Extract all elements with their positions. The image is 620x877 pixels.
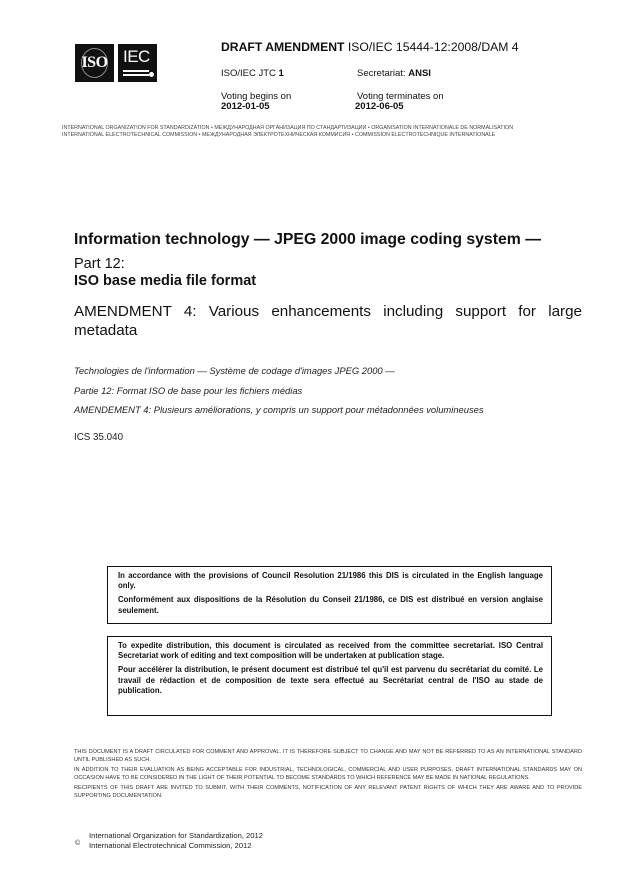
notice-english: In accordance with the provisions of Council Resolution 21/1986 this DIS is circulated in the English language only. xyxy=(118,571,543,591)
notice-french: Conformément aux dispositions de la Résolution du Conseil 21/1986, ce DIS est distribué en version anglaise seulement. xyxy=(118,595,543,615)
part-title: ISO base media file format xyxy=(74,273,257,289)
iec-logo-dot xyxy=(149,72,154,77)
disclaimer-paragraph: THIS DOCUMENT IS A DRAFT CIRCULATED FOR COMMENT AND APPROVAL. IT IS THEREFORE SUBJECT TO CHANGE AND MAY NOT BE REFERRED TO AS AN INTERNATIONAL STANDARD UNTIL PUBLISHED AS SUCH. xyxy=(74,749,582,763)
org-line-1: INTERNATIONAL ORGANIZATION FOR STANDARDIZATION • МЕЖДУНАРОДНАЯ ОРГАНИЗАЦИЯ ПО СТАНДАРТИЗАЦИИ • ORGANISATION INTERNATIONALE DE NORMALISATION xyxy=(62,125,514,131)
disclaimer-paragraph: IN ADDITION TO THEIR EVALUATION AS BEING ACCEPTABLE FOR INDUSTRIAL, TECHNOLOGICAL, COMMERCIAL AND USER PURPOSES, DRAFT INTERNATIONAL STANDARDS MAY ON OCCASION HAVE TO BE CONSIDERED IN THE LIGHT OF THEIR POTENTIAL TO BECOME STANDARDS TO WHICH REFERENCE MAY BE MADE IN NATIONAL REGULATIONS. xyxy=(74,767,582,781)
org-line-2: INTERNATIONAL ELECTROTECHNICAL COMMISSION • МЕЖДУНАРОДНАЯ ЭЛЕКТРОТЕХНИЧЕСКАЯ КОММИСИЯ • COMMISSION ÉLECTROTECHNIQUE INTERNATIONALE xyxy=(62,132,496,138)
distribution-notice-box xyxy=(107,636,552,716)
committee-number: 1 xyxy=(278,68,284,79)
amendment-title: AMENDMENT 4: Various enhancements including support for large metadata xyxy=(74,303,582,339)
voting-ends-date: 2012-06-05 xyxy=(355,101,404,112)
document-number: ISO/IEC 15444-12:2008/DAM 4 xyxy=(347,40,519,54)
french-title-line-1: Technologies de l'information — Système de codage d'images JPEG 2000 — xyxy=(74,365,395,376)
french-title-line-3: AMENDEMENT 4: Plusieurs améliorations, y compris un support pour métadonnées volumineuses xyxy=(74,404,484,415)
voting-begins-label: Voting begins on xyxy=(221,91,292,102)
copyright-notice xyxy=(89,831,263,850)
notice-english: To expedite distribution, this document is circulated as received from the committee secretariat. ISO Central Secretariat work of editing and text composition will be undertaken at publication stage. xyxy=(118,641,543,661)
disclaimer-paragraph: RECIPIENTS OF THIS DRAFT ARE INVITED TO SUBMIT, WITH THEIR COMMENTS, NOTIFICATION OF ANY RELEVANT PATENT RIGHTS OF WHICH THEY ARE AWARE AND TO PROVIDE SUPPORTING DOCUMENTATION. xyxy=(74,785,582,799)
part-label: Part 12: xyxy=(74,256,125,272)
copyright-icon: © xyxy=(75,840,81,847)
disclaimer xyxy=(74,749,582,804)
main-title: Information technology — JPEG 2000 image coding system — xyxy=(74,231,541,248)
document-header-title xyxy=(221,40,519,54)
copyright-line-2: International Electrotechnical Commission, 2012 xyxy=(89,840,252,850)
voting-ends-label: Voting terminates on xyxy=(357,91,444,102)
copyright-line-1: International Organization for Standardization, 2012 xyxy=(89,831,263,840)
notice-french: Pour accélérer la distribution, le présent document est distribué tel qu'il est parvenu du secrétariat du comité. Le travail de rédaction et de composition de texte sera effectué au Secrétariat central de l'ISO au stade de publication. xyxy=(118,665,543,695)
secretariat-value: ANSI xyxy=(408,68,431,79)
iec-logo-bar xyxy=(123,74,149,76)
iso-logo xyxy=(75,44,114,82)
secretariat-label: Secretariat: xyxy=(357,68,406,79)
voting-begins-date: 2012-01-05 xyxy=(221,101,270,112)
committee-prefix: ISO/IEC JTC xyxy=(221,68,276,79)
committee xyxy=(221,68,284,79)
french-title-line-2: Partie 12: Format ISO de base pour les fichiers médias xyxy=(74,385,303,396)
iso-logo-text: ISO xyxy=(81,54,108,71)
language-notice-box xyxy=(107,566,552,624)
document-type: DRAFT AMENDMENT xyxy=(221,40,345,54)
iec-logo-text: IEC xyxy=(123,47,150,66)
iec-logo-bar xyxy=(123,70,149,72)
ics-code: ICS 35.040 xyxy=(74,432,124,443)
iec-logo xyxy=(118,44,157,82)
secretariat xyxy=(357,68,431,79)
